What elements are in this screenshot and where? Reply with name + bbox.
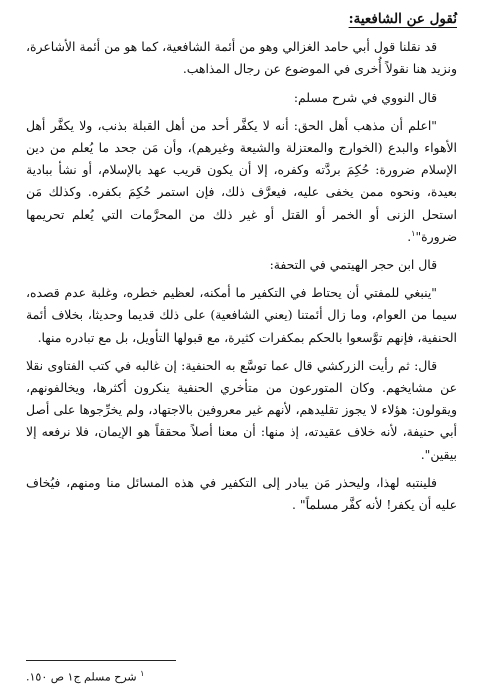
footnote-text: شرح مسلم ج١ ص ١٥٠. [26, 670, 137, 684]
paragraph-intro: قد نقلنا قول أبي حامد الغزالي وهو من أئمة الشافعية، كما هو من أئمة الأشاعرة، ونزيد هنا نقولاً أُخرى في الموضوع عن رجال المذاهب. [26, 39, 457, 77]
paragraph-warning: فلينتبه لهذا، وليحذر مَن يبادر إلى التكفير في هذه المسائل منا ومنهم، فيُخاف عليه أن يكفر! لأنه كفَّر مسلماً" . [26, 474, 457, 513]
footnote [26, 666, 457, 686]
paragraph-haytami-quote: "ينبغي للمفتي أن يحتاط في التكفير ما أمكنه، لعظيم خطره، وغلبة عدم قصده، سيما من العوام، وما زال أئمتنا (يعني الشافعية) على ذلك قديما وحديثا، بخلاف أئمة الحنفية، فإنهم توَّسعوا بالحكم بمكفرات كثيرة، مع قبولها التأويل، بل مع تبادره منها. [26, 285, 457, 345]
document-page [26, 8, 457, 700]
nawawi-quote-end: . [407, 228, 412, 244]
paragraph-nawawi-heading: قال النووي في شرح مسلم: [293, 89, 437, 105]
paragraph-zarkashi: قال: ثم رأيت الزركشي قال عما توسَّع به الحنفية: إن غالبه في كتب الفتاوى نقلا عن مشايخهم. وكان المتورعون من متأخري الحنفية ينكرون أكثرها، ويخالفونهم، ويقولون: هؤلاء لا يجوز تقليدهم، لأنهم غير معروفين بالاجتهاد، ولم يخرِّجوها على أصل أبي حنيفة، لأنه خلاف عقيدته، إذ منها: أن معنا أصلاً محققاً هو الإيمان، فلا نرفعه إلا بيقين". [26, 357, 457, 462]
nawawi-quote-text: "اعلم أن مذهب أهل الحق: أنه لا يكفَّر أحد من أهل القبلة بذنب، ولا يكفَّر أهل الأهواء والبدع (الخوارج والمعتزلة والشيعة وغيرهم)، وأن مَن جحد ما يُعلم من دين الإسلام ضرورة: حُكِمَ بردَّته وكفره، إلا أن يكون قريب عهد بالإسلام، أو نشأ ببادية بعيدة، ونحوه ممن يخفى عليه، فيعرَّف ذلك، فإن استمر حُكِمَ بكفره. وكذلك مَن استحل الزنى أو الخمر أو القتل أو غير ذلك من المحرَّمات التي يُعلم تحريمها ضرورة" [26, 117, 457, 244]
paragraph-haytami-heading: قال ابن حجر الهيتمي في التحفة: [269, 257, 437, 273]
footnote-separator [26, 660, 176, 661]
paragraph-nawawi-quote [26, 115, 457, 248]
footnote-number: ١ [140, 669, 145, 678]
footnote-marker[interactable]: ١ [411, 228, 416, 238]
section-title: نُقول عن الشافعية: [348, 11, 457, 27]
